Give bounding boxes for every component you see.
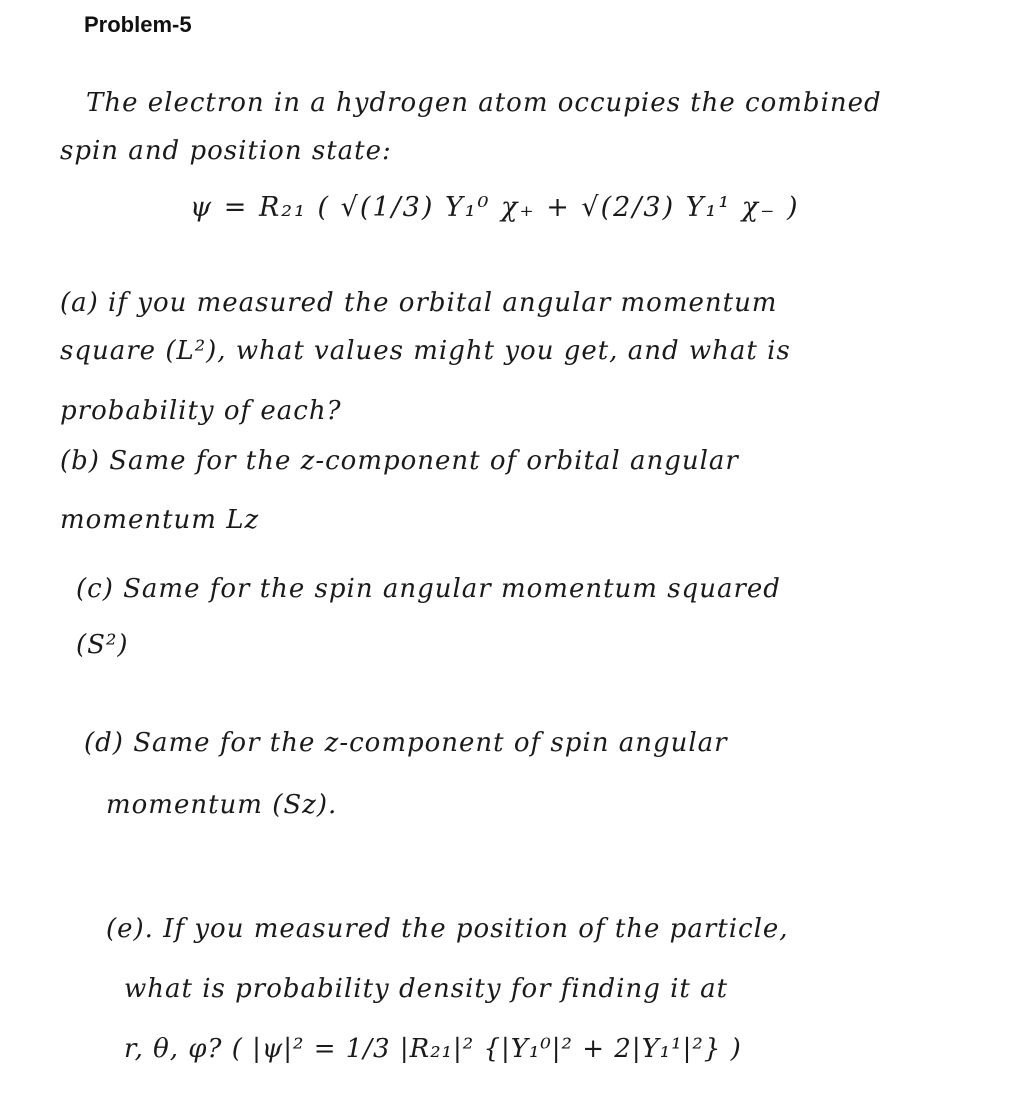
part-d-line-1: (d) Same for the z-component of spin angular xyxy=(84,728,728,758)
part-c-line-2: (S²) xyxy=(76,630,129,660)
part-b-line-2: momentum Lz xyxy=(60,505,260,535)
part-a-line-2: square (L²), what values might you get, and what is xyxy=(60,336,791,366)
part-a-line-3: probability of each? xyxy=(60,396,342,426)
state-equation: ψ = R₂₁ ( √(1/3) Y₁⁰ χ₊ + √(2/3) Y₁¹ χ₋ ) xyxy=(190,192,800,223)
part-a-line-1: (a) if you measured the orbital angular momentum xyxy=(60,288,778,318)
part-e-line-2: what is probability density for finding it at xyxy=(124,974,729,1004)
intro-line-2: spin and position state: xyxy=(60,136,392,166)
part-b-line-1: (b) Same for the z-component of orbital angular xyxy=(60,446,739,476)
part-d-line-2: momentum (Sz). xyxy=(106,790,338,820)
part-e-line-3: r, θ, φ? ( |ψ|² = 1/3 |R₂₁|² {|Y₁⁰|² + 2|Y₁¹|²} ) xyxy=(124,1034,742,1064)
part-e-line-1: (e). If you measured the position of the particle, xyxy=(106,914,789,944)
part-c-line-1: (c) Same for the spin angular momentum squared xyxy=(76,574,781,604)
problem-title: Problem-5 xyxy=(84,12,192,37)
intro-line-1: The electron in a hydrogen atom occupies the combined xyxy=(86,88,882,118)
